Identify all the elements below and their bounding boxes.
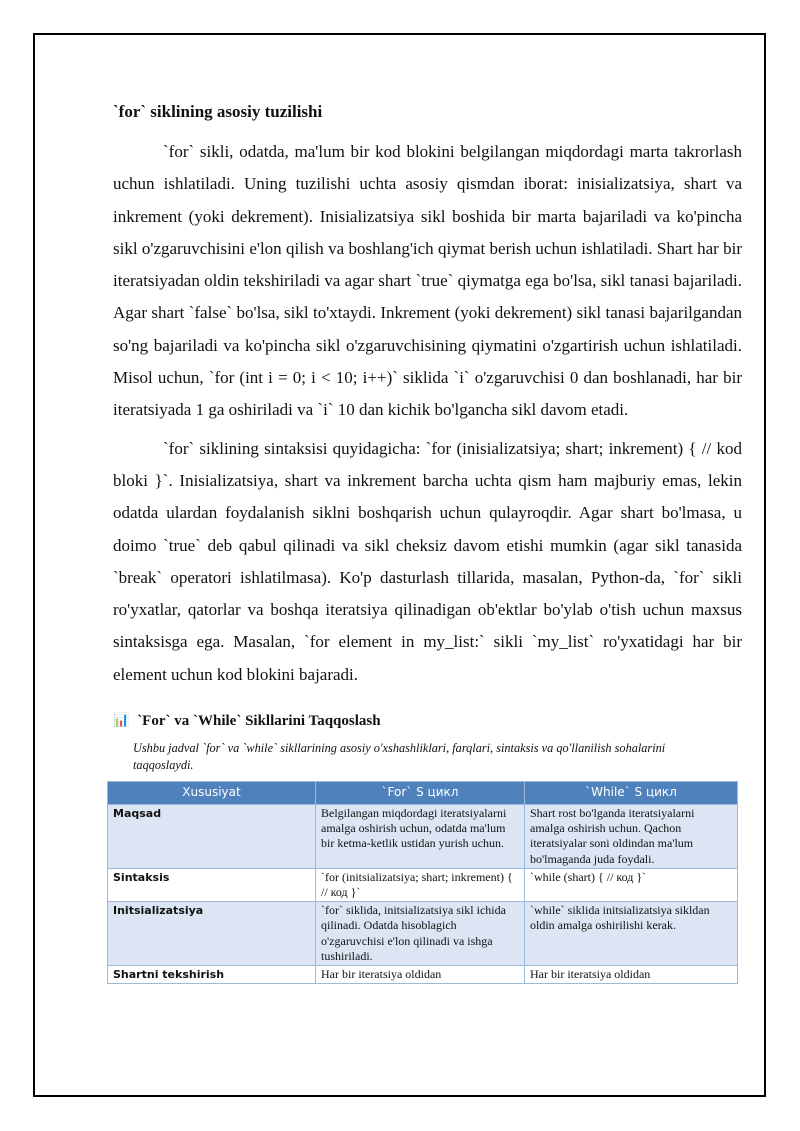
table-cell: Har bir iteratsiya oldidan	[316, 966, 525, 984]
table-row	[108, 966, 738, 984]
bar-chart-icon: 📊	[113, 713, 130, 729]
comparison-table	[107, 781, 738, 984]
table-title-text: `For` va `While` Sikllarini Taqqoslash	[137, 713, 381, 730]
section-heading: `for` siklining asosiy tuzilishi	[113, 102, 323, 121]
table-row	[108, 868, 738, 901]
table-cell: Shart rost bo'lganda iteratsiyalarni amalga oshirish uchun. Qachon iteratsiyalar soni oldindan ma'lum bo'lmaganda juda foydali.	[525, 805, 738, 869]
header-while: `While` S цикл	[525, 782, 738, 805]
table-cell: `while (shart) { // код }`	[525, 868, 738, 901]
table-row	[108, 902, 738, 966]
table-cell: Shartni tekshirish	[108, 966, 316, 984]
table-cell: `while` siklida initsializatsiya sikldan oldin amalga oshirilishi kerak.	[525, 902, 738, 966]
table-row	[108, 805, 738, 869]
table-cell: Sintaksis	[108, 868, 316, 901]
table-title	[113, 711, 742, 731]
table-cell: Belgilangan miqdordagi iteratsiyalarni amalga oshirish uchun, odatda ma'lum bir ketma-ketlik ustidan yurish uchun.	[316, 805, 525, 869]
paragraph-2: `for` siklining sintaksisi quyidagicha: `for (inisializatsiya; shart; inkrement) { // kod bloki }`. Inisializatsiya, shart va inkrement barcha uchta qism ham majburiy emas, lekin odatda ulardan foydalanish siklni boshqarish uchun qulayroqdir. Agar shart bo'lmasa, u doimo `true` deb qabul qilinadi va sikl cheksiz davom etishi mumkin (agar sikl tanasida `break` operatori ishlatilmasa). Ko'p dasturlash tillarida, masalan, Python-da, `for` sikli ro'yxatlar, qatorlar va boshqa iteratsiya qilinadigan ob'ektlar bo'ylab o'tish uchun maxsus sintaksisga ega. Masalan, `for element in my_list:` sikli `my_list` ro'yxatidagi har bir element uchun kod blokini bajaradi.	[113, 438, 742, 684]
table-cell: Har bir iteratsiya oldidan	[525, 966, 738, 984]
header-feature: Xususiyat	[108, 782, 316, 805]
paragraph-1: `for` sikli, odatda, ma'lum bir kod blokini belgilangan miqdordagi marta takrorlash uchun ishlatiladi. Uning tuzilishi uchta asosiy qismdan iborat: inisializatsiya, shart va inkrement (yoki dekrement). Inisializatsiya sikl boshida bir marta bajariladi va ko'pincha sikl o'zgaruvchisini e'lon qilish va boshlang'ich qiymat berish uchun ishlatiladi. Shart har bir iteratsiyadan oldin tekshiriladi va agar shart `true` qiymatga ega bo'lsa, sikl tanasi bajariladi. Agar shart `false` bo'lsa, sikl to'xtaydi. Inkrement (yoki dekrement) sikl tanasi bajarilgandan so'ng bajariladi va ko'pincha sikl o'zgaruvchisining qiymatini o'zgartirish uchun ishlatiladi. Misol uchun, `for (int i = 0; i < 10; i++)` siklida `i` o'zgaruvchisi 0 dan boshlanadi, har bir iteratsiyada 1 ga oshiriladi va `i` 10 dan kichik bo'lgancha sikl davom etadi.	[113, 142, 742, 420]
table-header-row	[108, 782, 738, 805]
document-body	[113, 100, 742, 984]
header-for: `For` S цикл	[316, 782, 525, 805]
table-cell: `for (initsializatsiya; shart; inkrement) { // код }`	[316, 868, 525, 901]
table-cell: Maqsad	[108, 805, 316, 869]
table-cell: `for` siklida, initsializatsiya sikl ichida qilinadi. Odatda hisoblagich o'zgaruvchisi e'lon qilinadi va ishga tushiriladi.	[316, 902, 525, 966]
table-cell: Initsializatsiya	[108, 902, 316, 966]
table-description: Ushbu jadval `for` va `while` sikllarining asosiy o'xshashliklari, farqlari, sintaksis va qo'llanilish sohalarini taqqoslaydi.	[133, 741, 666, 773]
